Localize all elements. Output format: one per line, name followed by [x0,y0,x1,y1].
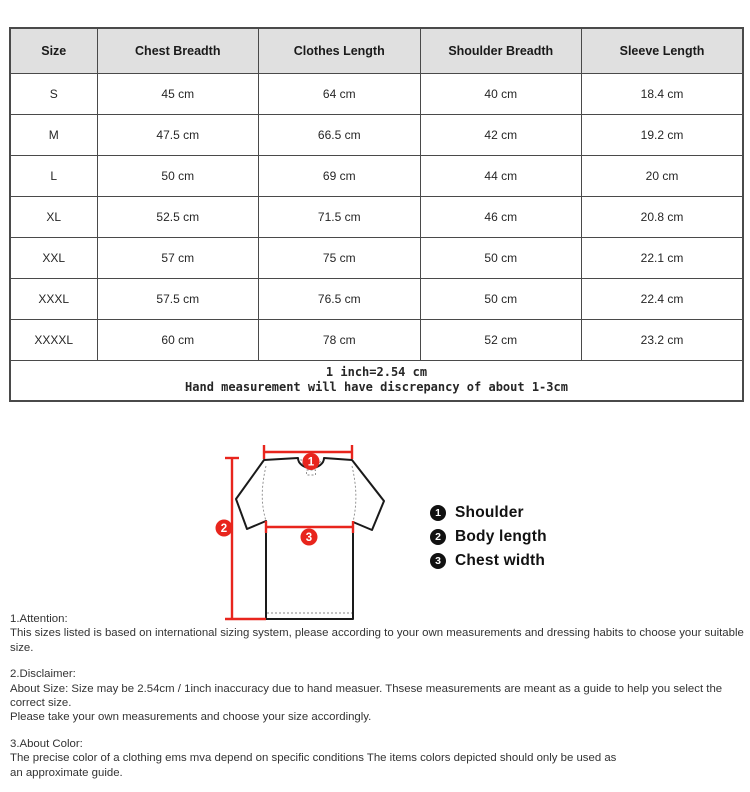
legend-label: Shoulder [455,503,524,521]
legend-number-icon: 2 [430,529,446,545]
attention-body: This sizes listed is based on international sizing system, please according to your own measurements and dressing habits to choose your suitable size. [10,627,744,654]
legend-number-icon: 3 [430,553,446,569]
legend-item-chest-width [430,552,547,569]
table-row [10,237,743,278]
table-cell: 50 cm [420,237,582,278]
table-footnote [10,360,743,401]
about-color-title: 3.About Color: [10,737,83,750]
column-header-sleeve-length: Sleeve Length [582,28,744,73]
column-header-shoulder-breadth: Shoulder Breadth [420,28,582,73]
size-chart-table [9,27,744,402]
table-row [10,278,743,319]
table-row [10,114,743,155]
marker-number-shoulder: 1 [307,456,315,469]
table-cell: 75 cm [259,237,421,278]
table-cell: 44 cm [420,155,582,196]
notes-section [10,612,748,792]
column-header-size: Size [10,28,97,73]
footnote-discrepancy: Hand measurement will have discrepancy of about 1-3cm [185,380,568,395]
table-cell: 66.5 cm [259,114,421,155]
table-row [10,73,743,114]
about-color-body-line1: The precise color of a clothing ems mva depend on specific conditions The items colors depicted should only be used as [10,752,617,765]
size-label: L [10,155,97,196]
table-cell: 50 cm [420,278,582,319]
table-cell: 45 cm [97,73,259,114]
table-cell: 23.2 cm [582,319,744,360]
table-row [10,319,743,360]
legend-item-body-length [430,528,547,545]
column-header-chest-breadth: Chest Breadth [97,28,259,73]
size-label: XXXXL [10,319,97,360]
size-label: XL [10,196,97,237]
footnote-row [10,360,743,401]
table-cell: 20.8 cm [582,196,744,237]
size-label: S [10,73,97,114]
table-cell: 76.5 cm [259,278,421,319]
table-cell: 52.5 cm [97,196,259,237]
table-cell: 46 cm [420,196,582,237]
diagram-legend [430,504,547,576]
table-cell: 19.2 cm [582,114,744,155]
table-cell: 57 cm [97,237,259,278]
attention-title: 1.Attention: [10,613,68,625]
header-row [10,28,743,73]
table-cell: 50 cm [97,155,259,196]
marker-number-body-length: 2 [220,523,228,536]
size-label: XXXL [10,278,97,319]
table-cell: 18.4 cm [582,73,744,114]
about-color-section [10,737,748,780]
disclaimer-body-line1: About Size: Size may be 2.54cm / 1inch inaccuracy due to hand measuer. Thsese measurements are meant as a guide to help you select the correct size. [10,682,723,710]
table-cell: 64 cm [259,73,421,114]
legend-number-icon: 1 [430,505,446,521]
legend-label: Chest width [455,551,546,569]
disclaimer-body-line2: Please take your own measurements and choose your size accordingly. [10,711,372,724]
table-cell: 22.4 cm [582,278,744,319]
legend-item-shoulder [430,504,547,521]
table-cell: 69 cm [259,155,421,196]
table-cell: 57.5 cm [97,278,259,319]
table-cell: 22.1 cm [582,237,744,278]
about-color-body-line2: an approximate guide. [10,766,123,779]
legend-label: Body length [455,527,547,545]
column-header-clothes-length: Clothes Length [259,28,421,73]
footnote-inch-conversion: 1 inch=2.54 cm [325,365,428,380]
table-row [10,196,743,237]
table-cell: 71.5 cm [259,196,421,237]
size-chart [9,27,742,402]
disclaimer-section [10,667,748,725]
table-cell: 47.5 cm [97,114,259,155]
size-label: XXL [10,237,97,278]
table-row [10,155,743,196]
table-cell: 40 cm [420,73,582,114]
table-cell: 78 cm [259,319,421,360]
marker-number-chest-width: 3 [305,532,313,545]
table-cell: 52 cm [420,319,582,360]
attention-section [10,612,748,655]
table-cell: 20 cm [582,155,744,196]
table-cell: 42 cm [420,114,582,155]
table-cell: 60 cm [97,319,259,360]
disclaimer-title: 2.Disclaimer: [10,668,76,681]
tshirt-measurement-diagram [214,442,406,634]
size-label: M [10,114,97,155]
